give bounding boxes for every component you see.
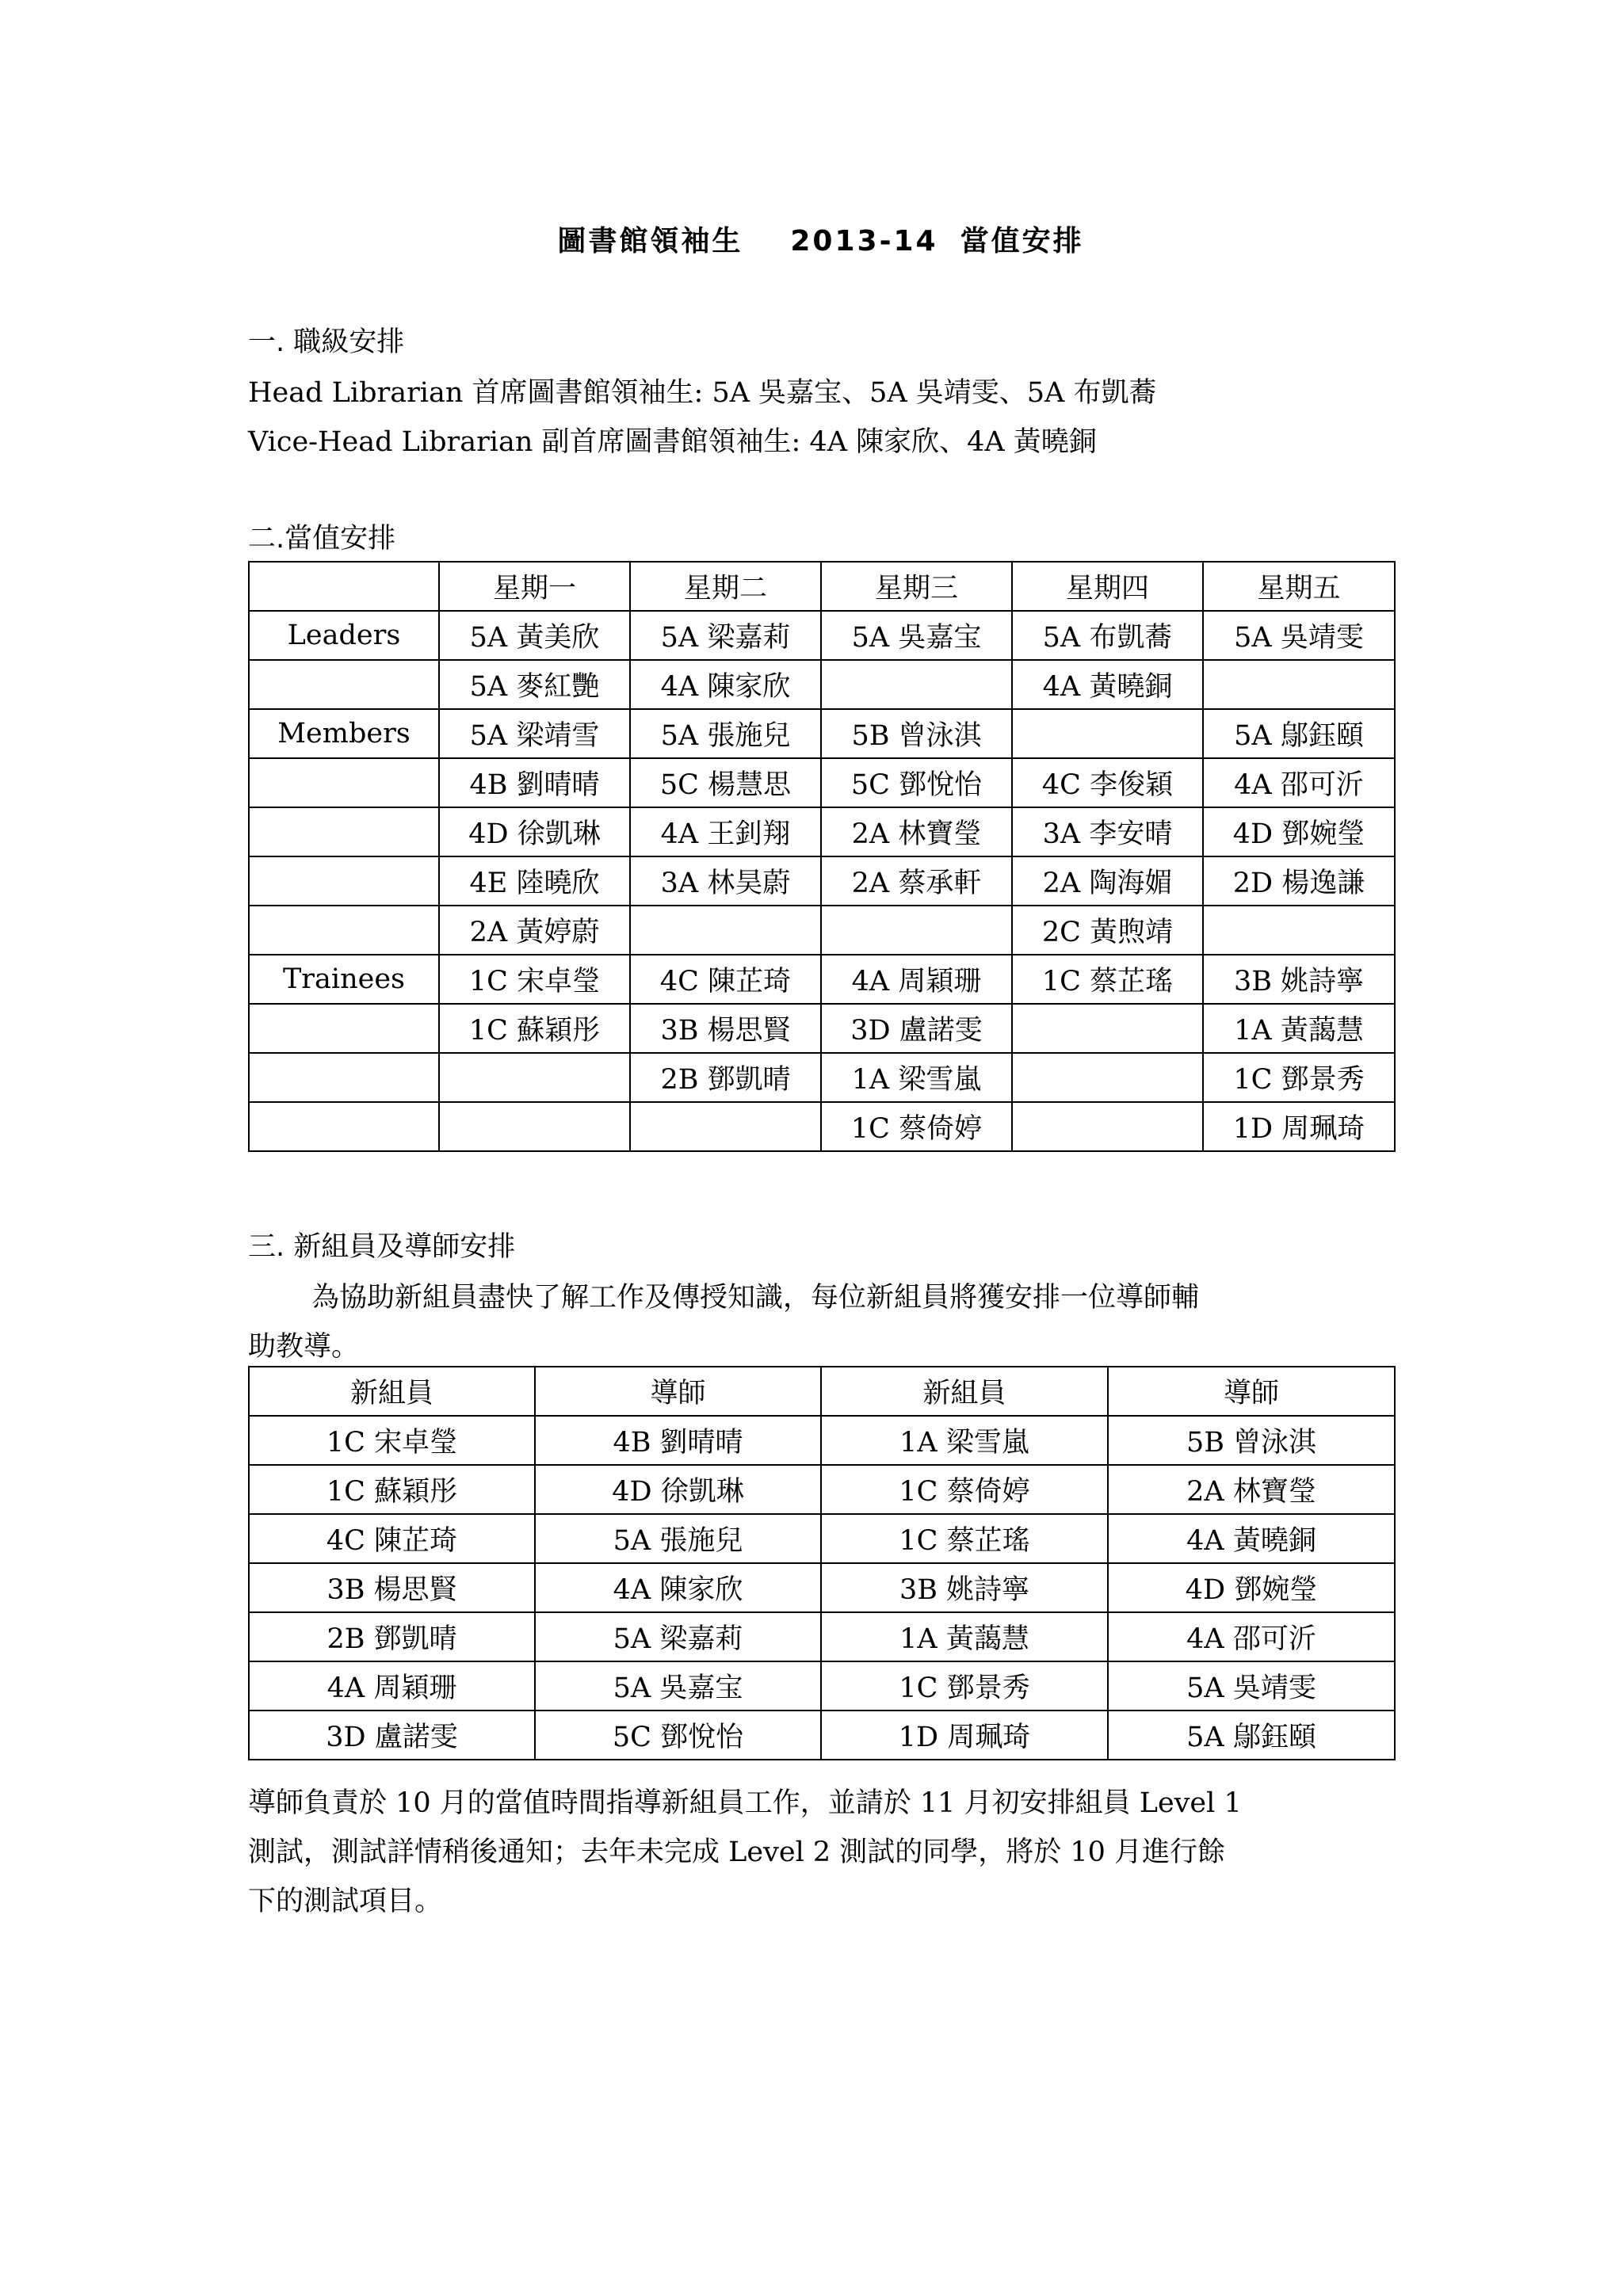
duty-table-cell: 2A 黃婷蔚 <box>439 906 630 955</box>
duty-table-row <box>249 807 1395 856</box>
section3-intro-line-1: 為協助新組員盡快了解工作及傳授知識，每位新組員將獲安排一位導師輔 <box>311 1282 1200 1314</box>
duty-table-header-row <box>249 562 1395 611</box>
duty-table-row <box>249 856 1395 906</box>
duty-table-cell: 3B 姚詩寧 <box>1203 955 1395 1004</box>
mentor-table-cell: 4A 黃曉銅 <box>1108 1514 1395 1563</box>
duty-table-cell <box>249 758 439 807</box>
duty-table-cell <box>630 906 821 955</box>
duty-table-cell <box>821 906 1012 955</box>
duty-table-cell: 5A 張施兒 <box>630 709 821 758</box>
mentor-table-header-cell: 新組員 <box>821 1367 1108 1416</box>
duty-table-cell: 3A 李安晴 <box>1012 807 1203 856</box>
duty-table-cell: 5C 楊慧思 <box>630 758 821 807</box>
mentor-table-cell: 1A 梁雪嵐 <box>821 1416 1108 1465</box>
mentor-table-cell: 5A 鄔鈺頤 <box>1108 1711 1395 1760</box>
mentor-table-row <box>249 1416 1395 1465</box>
duty-table-header-cell: 星期二 <box>630 562 821 611</box>
mentor-table-cell: 1C 蔡倚婷 <box>821 1465 1108 1514</box>
duty-table-cell: 5C 鄧悅怡 <box>821 758 1012 807</box>
mentor-table-header-cell: 導師 <box>535 1367 821 1416</box>
duty-table-cell <box>249 1004 439 1053</box>
mentor-table-cell: 1C 鄧景秀 <box>821 1661 1108 1711</box>
mentor-table-cell: 5A 吳靖雯 <box>1108 1661 1395 1711</box>
mentor-table-row <box>249 1514 1395 1563</box>
mentor-table-cell: 4D 徐凱琳 <box>535 1465 821 1514</box>
title-part-3: 當值安排 <box>960 225 1084 257</box>
duty-table-cell: 4A 邵可沂 <box>1203 758 1395 807</box>
duty-table-row <box>249 906 1395 955</box>
duty-table-header-cell: 星期四 <box>1012 562 1203 611</box>
duty-table-cell: Leaders <box>249 611 439 660</box>
duty-table-cell: 3D 盧諾雯 <box>821 1004 1012 1053</box>
duty-table-cell: 1C 蔡芷瑤 <box>1012 955 1203 1004</box>
duty-table-row <box>249 758 1395 807</box>
duty-table-cell: 5A 梁嘉莉 <box>630 611 821 660</box>
duty-table-cell: 1C 鄧景秀 <box>1203 1053 1395 1102</box>
duty-table-cell <box>439 1053 630 1102</box>
duty-table-cell: 3B 楊思賢 <box>630 1004 821 1053</box>
duty-table-cell: 4D 鄧婉瑩 <box>1203 807 1395 856</box>
mentor-table-row <box>249 1465 1395 1514</box>
duty-table-cell: 4A 周穎珊 <box>821 955 1012 1004</box>
duty-table-cell: 4E 陸曉欣 <box>439 856 630 906</box>
duty-table-cell: 2A 林寶瑩 <box>821 807 1012 856</box>
duty-table-cell: Trainees <box>249 955 439 1004</box>
duty-table-cell <box>249 1053 439 1102</box>
duty-table-cell: 5A 鄔鈺頤 <box>1203 709 1395 758</box>
page-title <box>248 219 1393 259</box>
duty-table-cell: 1D 周珮琦 <box>1203 1102 1395 1151</box>
mentor-table-row <box>249 1563 1395 1612</box>
duty-table-cell <box>439 1102 630 1151</box>
mentor-table-header-cell: 導師 <box>1108 1367 1395 1416</box>
mentor-table-cell: 4A 邵可沂 <box>1108 1612 1395 1661</box>
duty-table-cell <box>630 1102 821 1151</box>
section2-heading: 二.當值安排 <box>248 523 396 555</box>
duty-table-cell: 5A 麥紅艷 <box>439 660 630 709</box>
duty-table-header-cell: 星期五 <box>1203 562 1395 611</box>
note-line-1: 導師負責於 10 月的當值時間指導新組員工作，並請於 11 月初安排組員 Level 1 <box>248 1787 1242 1819</box>
duty-table-cell: 3A 林昊蔚 <box>630 856 821 906</box>
duty-table-header-cell: 星期一 <box>439 562 630 611</box>
duty-table-cell: 2A 蔡承軒 <box>821 856 1012 906</box>
mentor-table-cell: 1C 蘇穎彤 <box>249 1465 535 1514</box>
mentor-table-cell: 5A 吳嘉宝 <box>535 1661 821 1711</box>
duty-table-row <box>249 709 1395 758</box>
duty-table-cell: 5A 黃美欣 <box>439 611 630 660</box>
duty-table-cell: 2C 黃煦靖 <box>1012 906 1203 955</box>
duty-table-row <box>249 1102 1395 1151</box>
duty-schedule-table <box>248 561 1396 1152</box>
mentor-table-cell: 3B 楊思賢 <box>249 1563 535 1612</box>
duty-table-cell: 5A 布凱蕎 <box>1012 611 1203 660</box>
duty-table-cell: 2B 鄧凱晴 <box>630 1053 821 1102</box>
note-line-2: 測試，測試詳情稍後通知；去年未完成 Level 2 測試的同學，將於 10 月進行餘 <box>248 1836 1226 1868</box>
duty-table-cell: 1C 蘇穎彤 <box>439 1004 630 1053</box>
duty-table-header-cell: 星期三 <box>821 562 1012 611</box>
mentor-table-row <box>249 1612 1395 1661</box>
mentor-table-cell: 1D 周珮琦 <box>821 1711 1108 1760</box>
duty-table-cell <box>1203 906 1395 955</box>
duty-table-row <box>249 1004 1395 1053</box>
duty-table-cell: 4A 王釗翔 <box>630 807 821 856</box>
duty-table-cell <box>1012 1004 1203 1053</box>
duty-table-cell: 5B 曾泳淇 <box>821 709 1012 758</box>
duty-table-row <box>249 955 1395 1004</box>
mentor-table-cell: 2A 林寶瑩 <box>1108 1465 1395 1514</box>
title-part-1: 圖書館領袖生 <box>557 225 743 257</box>
duty-table-cell <box>249 906 439 955</box>
duty-table-cell: 2A 陶海媚 <box>1012 856 1203 906</box>
mentor-table-cell: 4C 陳芷琦 <box>249 1514 535 1563</box>
duty-table-cell: 4C 陳芷琦 <box>630 955 821 1004</box>
section1-heading: 一. 職級安排 <box>248 326 405 358</box>
mentor-table-row <box>249 1661 1395 1711</box>
mentor-table-cell: 3D 盧諾雯 <box>249 1711 535 1760</box>
section3-intro-line-2: 助教導。 <box>248 1331 360 1363</box>
duty-table-cell: 5A 梁靖雪 <box>439 709 630 758</box>
duty-table-cell: 1C 蔡倚婷 <box>821 1102 1012 1151</box>
duty-table-cell <box>249 660 439 709</box>
duty-table-row <box>249 660 1395 709</box>
duty-table-cell <box>1012 1102 1203 1151</box>
duty-table-cell: 4A 黃曉銅 <box>1012 660 1203 709</box>
mentor-table-cell: 1A 黃藹慧 <box>821 1612 1108 1661</box>
mentor-assignment-table <box>248 1366 1396 1760</box>
duty-table-cell: 1C 宋卓瑩 <box>439 955 630 1004</box>
mentor-table-cell: 5C 鄧悅怡 <box>535 1711 821 1760</box>
duty-table-cell <box>1203 660 1395 709</box>
mentor-table-cell: 4A 陳家欣 <box>535 1563 821 1612</box>
duty-table-cell <box>249 1102 439 1151</box>
duty-table-row <box>249 611 1395 660</box>
duty-table-cell <box>249 856 439 906</box>
mentor-table-cell: 5A 張施兒 <box>535 1514 821 1563</box>
note-line-3: 下的測試項目。 <box>248 1886 443 1917</box>
vice-head-librarian-line: Vice-Head Librarian 副首席圖書館領袖生: 4A 陳家欣、4A 黃曉銅 <box>248 426 1097 458</box>
duty-table-cell: 4C 李俊穎 <box>1012 758 1203 807</box>
mentor-table-cell: 5A 梁嘉莉 <box>535 1612 821 1661</box>
duty-table-cell <box>1012 709 1203 758</box>
duty-table-cell: Members <box>249 709 439 758</box>
duty-table-header-cell <box>249 562 439 611</box>
mentor-table-cell: 5B 曾泳淇 <box>1108 1416 1395 1465</box>
mentor-table-cell: 3B 姚詩寧 <box>821 1563 1108 1612</box>
duty-table-cell: 4A 陳家欣 <box>630 660 821 709</box>
duty-table-cell: 5A 吳靖雯 <box>1203 611 1395 660</box>
duty-table-cell: 2D 楊逸謙 <box>1203 856 1395 906</box>
section3-heading: 三. 新組員及導師安排 <box>248 1231 516 1263</box>
mentor-table-cell: 1C 蔡芷瑤 <box>821 1514 1108 1563</box>
duty-table-cell <box>821 660 1012 709</box>
duty-table-cell: 1A 黃藹慧 <box>1203 1004 1395 1053</box>
mentor-table-cell: 1C 宋卓瑩 <box>249 1416 535 1465</box>
mentor-table-header-cell: 新組員 <box>249 1367 535 1416</box>
duty-table-cell: 4B 劉晴晴 <box>439 758 630 807</box>
mentor-table-cell: 2B 鄧凱晴 <box>249 1612 535 1661</box>
duty-table-cell: 1A 梁雪嵐 <box>821 1053 1012 1102</box>
mentor-table-cell: 4B 劉晴晴 <box>535 1416 821 1465</box>
head-librarian-line: Head Librarian 首席圖書館領袖生: 5A 吳嘉宝、5A 吳靖雯、5A 布凱蕎 <box>248 377 1157 409</box>
title-part-2: 2013-14 <box>790 225 938 257</box>
duty-table-cell: 5A 吳嘉宝 <box>821 611 1012 660</box>
duty-table-row <box>249 1053 1395 1102</box>
mentor-table-row <box>249 1711 1395 1760</box>
mentor-table-cell: 4D 鄧婉瑩 <box>1108 1563 1395 1612</box>
mentor-table-cell: 4A 周穎珊 <box>249 1661 535 1711</box>
duty-table-cell <box>249 807 439 856</box>
duty-table-cell <box>1012 1053 1203 1102</box>
duty-table-cell: 4D 徐凱琳 <box>439 807 630 856</box>
mentor-table-header-row <box>249 1367 1395 1416</box>
